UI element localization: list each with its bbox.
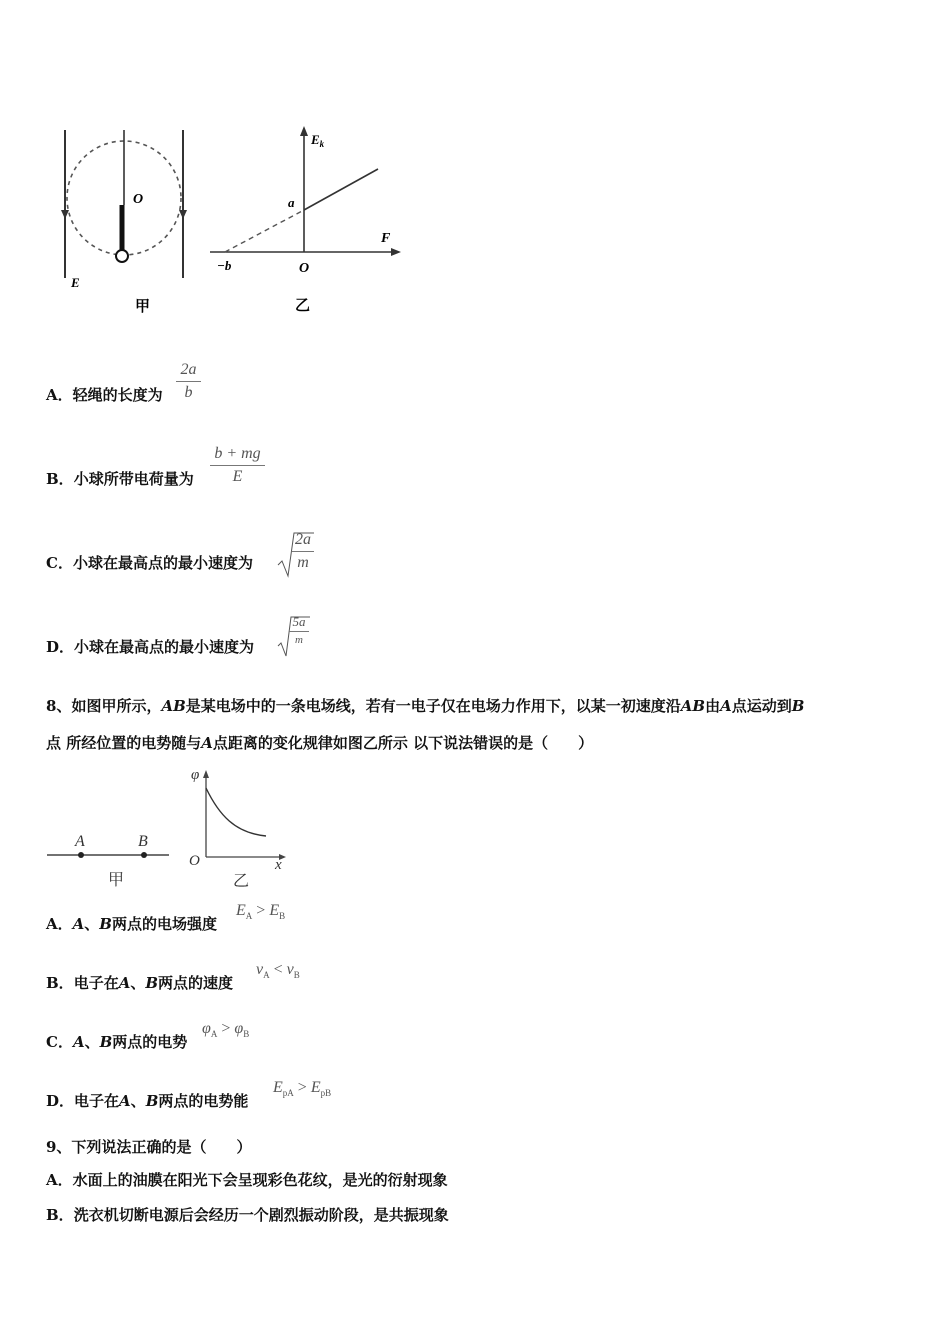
q7-option-c[interactable] [46, 553, 253, 573]
q8-option-c[interactable]: C．A、B两点的电势 [46, 1033, 188, 1051]
option-text: 小球在最高点的最小速度为 [74, 638, 255, 656]
q8-stem-line1: 8、如图甲所示，AB是某电场中的一条电场线，若有一电子仅在电场力作用下，以某一初速度沿AB由A点运动到B [46, 697, 805, 715]
q8-c-formula: $\varphi_A > \varphi_B$ [202, 1020, 250, 1040]
q8-figure-jia-field-line [45, 825, 175, 895]
q8-d-formula: $E_{pA} > E_{pB}$ [273, 1079, 332, 1099]
point-a-label: A [75, 833, 85, 850]
field-label-e: E [71, 275, 80, 290]
q7-option-d[interactable] [46, 637, 254, 657]
option-prefix: D． [46, 638, 75, 656]
q7-b-fraction: b + mg E [210, 444, 265, 487]
x-axis-label-f: F [381, 231, 391, 246]
caption-jia: 甲 [135, 299, 151, 315]
figure-jia-pendulum [55, 105, 195, 320]
caption-yi: 乙 [233, 873, 250, 890]
q9-stem: 9、下列说法正确的是（ ） [46, 1138, 252, 1156]
point-b-label: B [138, 833, 148, 850]
q7-c-fraction: 2a m [292, 530, 314, 573]
y-axis-label: E [311, 132, 320, 147]
q7-option-b[interactable] [46, 469, 194, 489]
q8-stem-line2: 点 所经位置的电势随与A点距离的变化规律如图乙所示 以下说法错误的是（ ） [46, 734, 594, 752]
q7-a-fraction: 2a b [176, 360, 201, 403]
origin-label: O [189, 853, 200, 869]
q9-option-b[interactable]: B．洗衣机切断电源后会经历一个剧烈振动阶段，是共振现象 [46, 1206, 449, 1224]
option-prefix: C． [46, 554, 73, 572]
origin-label: O [299, 261, 310, 276]
q8-a-formula: $E_A > E_B$ [236, 902, 286, 922]
x-axis-label: x [275, 857, 282, 873]
svg-text:Ek [310, 132, 325, 149]
caption-yi: 乙 [295, 298, 311, 314]
q8-option-b[interactable]: B．电子在A、B两点的速度 [46, 974, 234, 992]
q9-option-a[interactable]: A．水面上的油膜在阳光下会呈现彩色花纹，是光的衍射现象 [46, 1171, 448, 1189]
q7-d-fraction: 5a m [289, 614, 309, 647]
center-label-o: O [133, 192, 144, 207]
q8-option-d[interactable]: D．电子在A、B两点的电势能 [46, 1092, 249, 1110]
figure-yi-ek-f-graph [205, 120, 415, 320]
y-axis-label-phi: φ [191, 767, 200, 783]
q8-b-formula: $v_A < v_B$ [256, 961, 300, 981]
option-text: 小球在最高点的最小速度为 [72, 554, 253, 572]
y-axis-subscript: k [319, 139, 325, 149]
caption-jia: 甲 [108, 872, 125, 889]
option-prefix: A． [46, 386, 73, 404]
option-prefix: B． [46, 470, 74, 488]
option-text: 轻绳的长度为 [72, 386, 163, 404]
q8-option-a[interactable]: A．A、B两点的电场强度 [46, 915, 217, 933]
option-text: 小球所带电荷量为 [73, 470, 194, 488]
neg-label-b: −b [217, 258, 232, 273]
intercept-label-a: a [288, 195, 295, 210]
q7-option-a[interactable] [46, 385, 163, 405]
q8-figure-yi-potential-graph [185, 765, 295, 895]
